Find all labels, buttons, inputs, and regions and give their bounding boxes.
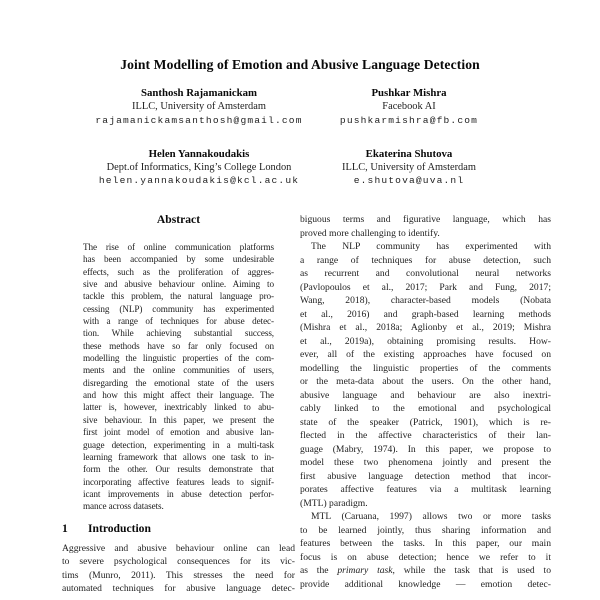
text-line: (Mishra et al., 2018a; Aglionby et al., 2019; Mishra <box>300 322 551 333</box>
text-line: learning framework that allows one task to in- <box>83 451 274 462</box>
author-name: Santhosh Rajamanickam <box>140 87 258 99</box>
text-line: proved more challenging to identify. <box>300 227 440 239</box>
section-title: Introduction <box>88 521 151 535</box>
text-line: first abusive language detection method that incor- <box>300 470 551 482</box>
text-line: focus is on abuse detection; hence we refer to it <box>300 551 551 563</box>
text-line: or the meta-data about the users. On the other hand, <box>300 376 551 387</box>
text-line: et al., 2019a), obtaining promising results. How- <box>300 335 551 347</box>
text-line: tion. While achieving substantial success, <box>83 328 274 339</box>
text-line: (Pavlopoulos et al., 2017; Park and Fung, 2017; <box>300 281 551 293</box>
text-line: guage (Mabry, 1974). In this paper, we propose to <box>300 443 551 455</box>
text-line: features between the tasks. In this paper, our main <box>300 538 551 549</box>
text-line: et al., 2016) and graph-based learning methods <box>300 308 551 320</box>
text-line: tims (Munro, 2011). This stresses the need for <box>62 569 295 581</box>
text-line: flected in the affective characteristics of their lan- <box>300 430 551 441</box>
text-line: tackle this problem, the natural language pro- <box>83 291 274 302</box>
text-line: ments and the online communities of users, <box>83 365 274 376</box>
text-line: disregarding the emotional state of the users <box>83 377 274 388</box>
text-line: sive and abusive behaviour online. Aiming to <box>83 279 274 290</box>
text-line: incorporating affective features leads to signif- <box>83 476 274 487</box>
author-name: Helen Yannakoudakis <box>148 147 250 160</box>
text-line: a range of techniques for abuse detection, such <box>300 254 551 266</box>
text-line: Wang, 2018), character-based models (Nobata <box>300 295 551 306</box>
author-email: pushkarmishra@fb.com <box>339 114 479 126</box>
text-line: biguous terms and figurative language, which has <box>300 214 551 225</box>
author-card <box>94 147 304 189</box>
text-line: modelling the linguistic properties of the comments <box>300 362 551 374</box>
text-line: The rise of online communication platforms <box>83 242 274 252</box>
right-column-text <box>300 213 551 591</box>
text-line: porates affective features via a multitask learning <box>300 484 551 495</box>
left-column <box>62 213 295 596</box>
text-line: cably linked to the emotional and psychological <box>300 403 551 414</box>
text-line: modelling the linguistic properties of the com- <box>83 353 274 364</box>
right-column <box>300 213 551 600</box>
text-line: form the other. Our results demonstrate that <box>83 464 274 475</box>
text-line: these methods have so far only focused on <box>83 340 274 351</box>
author-name: Pushkar Mishra <box>371 87 447 99</box>
text-line: as the primary task, while the task that is used to <box>300 565 551 576</box>
text-line: latter is, however, inextricably linked to abu- <box>83 402 274 413</box>
author-affiliation: Facebook AI <box>382 101 436 112</box>
text-line: first joint model of emotion and abusive lan- <box>83 427 274 438</box>
text-line: MTL (Caruana, 1997) allows two or more tasks <box>311 511 551 522</box>
author-name: Ekaterina Shutova <box>365 147 453 160</box>
author-card <box>94 86 304 128</box>
abstract-heading: Abstract <box>156 213 201 226</box>
text-line: to severe psychological consequences for its vic- <box>62 556 295 568</box>
abstract-text <box>62 241 295 513</box>
author-affiliation: ILLC, University of Amsterdam <box>342 161 476 173</box>
author-email: rajamanickamsanthosh@gmail.com <box>95 114 303 126</box>
text-line: abusive language and behaviour are also inextri- <box>300 389 551 401</box>
text-line: has been accompanied by some undesirable <box>83 254 274 265</box>
text-line: guage detection, experimenting in a multi-task <box>83 439 274 450</box>
text-line: mance across datasets. <box>83 501 164 512</box>
text-line: icant improvements in abuse detection perfor- <box>83 488 274 499</box>
text-line: cessing (NLP) community has experimented <box>83 303 274 314</box>
text-line: sive behaviour. In this paper, we present the <box>83 414 274 425</box>
text-line: automated techniques for abusive language detec- <box>62 583 295 595</box>
author-block <box>94 86 514 188</box>
text-line: to be learned jointly, thus sharing information and <box>300 524 551 536</box>
author-affiliation: Dept.of Informatics, King’s College London <box>106 161 292 173</box>
author-affiliation: ILLC, University of Amsterdam <box>132 101 266 112</box>
section-number: 1 <box>62 521 68 535</box>
author-card <box>304 147 514 189</box>
paper-title: Joint Modelling of Emotion and Abusive Language Detection <box>120 57 480 72</box>
text-line: effects, such as the proliferation of aggres- <box>83 266 274 277</box>
text-line: The NLP community has experimented with <box>311 241 551 252</box>
author-email: e.shutova@uva.nl <box>353 175 465 186</box>
text-line: with a range of techniques for abuse detec- <box>83 316 274 327</box>
author-card <box>304 86 514 128</box>
text-line: state of the speaker (Patrick, 1901), which is re- <box>300 416 551 428</box>
introduction-text <box>62 542 295 596</box>
text-line: model these two phenomena jointly and present the <box>300 457 551 468</box>
author-email: helen.yannakoudakis@kcl.ac.uk <box>98 175 300 186</box>
section-heading-introduction <box>62 522 295 535</box>
text-line: as recurrent and convolutional neural networks <box>300 268 551 279</box>
text-line: and how this might affect their language. The <box>83 390 274 401</box>
text-line: (MTL) paradigm. <box>300 497 368 509</box>
text-line: ever, all of the existing approaches have focused on <box>300 349 551 360</box>
text-line: Aggressive and abusive behaviour online can lead <box>62 542 295 554</box>
text-line: provide additional knowledge — emotion detec- <box>300 578 551 590</box>
